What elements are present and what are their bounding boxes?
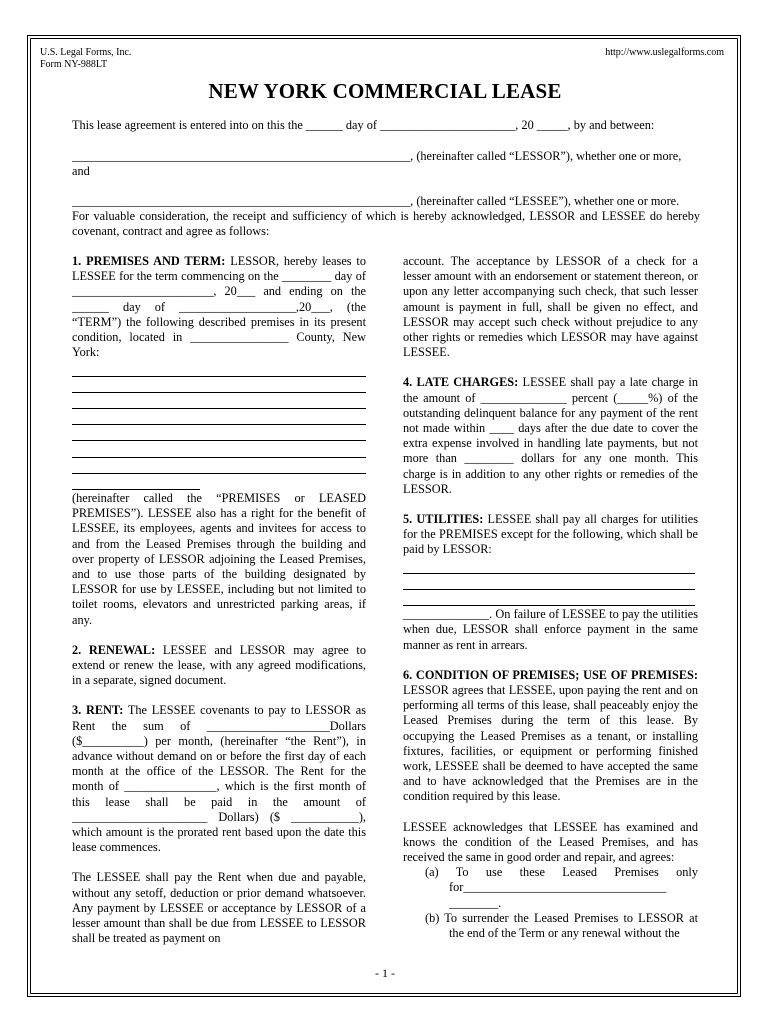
blank-line[interactable] xyxy=(403,575,695,590)
blank-line[interactable] xyxy=(403,559,695,574)
right-column xyxy=(403,254,698,941)
blank-line[interactable] xyxy=(72,459,366,474)
section-1-text: LESSOR, hereby leases to LESSEE for the term commencing on the ________ day of _______________________, 20___ and ending on the ______ day of ___________________,20___, (the “TERM”) the following described premises in its present condition, located in ________________ County, New York: xyxy=(72,254,366,360)
publisher-url[interactable]: http://www.uslegalforms.com xyxy=(605,47,724,58)
section-1 xyxy=(72,254,366,360)
utilities-lines xyxy=(403,559,695,607)
premises-description-lines xyxy=(72,361,366,490)
section-4-heading: 4. LATE CHARGES: xyxy=(403,375,519,390)
document-title: NEW YORK COMMERCIAL LEASE xyxy=(208,79,562,103)
section-5-heading: 5. UTILITIES: xyxy=(403,512,484,527)
blank-line[interactable] xyxy=(72,361,366,376)
blank-line[interactable] xyxy=(403,591,695,606)
and-word: and xyxy=(72,164,90,178)
section-3-text: The LESSEE covenants to pay to LESSOR as Rent the sum of ____________________Dollars ($__________) per month, (hereinafter “the Rent”), in advance without demand on or before the first day of each month at the office of the LESSOR. The Rent for the month of _______________, which is the first month of this lease shall be paid in the amount of ______________________ Dollars) ($ ___________), which amount is the prorated rent based upon the date this lease commences. xyxy=(72,703,366,855)
page-number: - 1 - xyxy=(375,966,395,980)
lessee-line: _______________________________________________________, (hereinafter called “LESSEE”), whether one or more. xyxy=(72,194,680,208)
section-3-heading: 3. RENT: xyxy=(72,703,124,718)
blank-line[interactable] xyxy=(72,475,200,490)
section-1-heading: 1. PREMISES AND TERM: xyxy=(72,254,226,268)
blank-line[interactable] xyxy=(72,378,366,393)
section-6 xyxy=(403,668,698,805)
section-5-text: LESSEE shall pay all charges for utilities for the PREMISES except for the following, which shall be paid by LESSOR: xyxy=(403,512,698,557)
intro-line: This lease agreement is entered into on this the ______ day of ______________________, 20 _____, by and between: xyxy=(72,118,655,132)
section-3 xyxy=(72,703,366,855)
section-6-heading: 6. CONDITION OF PREMISES; USE OF PREMISES: xyxy=(403,667,698,682)
left-column xyxy=(72,254,366,946)
list-item-b: (b) To surrender the Leased Premises to LESSOR at the end of the Term or any renewal without the xyxy=(425,910,698,941)
form-id: Form NY-988LT xyxy=(40,59,108,70)
blank-line[interactable] xyxy=(72,410,366,425)
section-5-continued: ______________. On failure of LESSEE to pay the utilities when due, LESSOR shall enforce payment in the same manner as rent in arrears. xyxy=(403,607,698,652)
list-item-a: (a) To use these Leased Premises only for_________________________________ ________. xyxy=(425,865,698,910)
section-2 xyxy=(72,643,366,689)
section-5 xyxy=(403,512,698,558)
blank-line[interactable] xyxy=(72,426,366,441)
section-3-continued: The LESSEE shall pay the Rent when due and payable, without any setoff, deduction or prior demand whatsoever. Any payment by LESSEE or acceptance by LESSOR of a lesser amount than shall be due from LESSEE to LESSOR shall be treated as payment on xyxy=(72,870,366,946)
publisher-name: U.S. Legal Forms, Inc. xyxy=(40,47,132,58)
section-4 xyxy=(403,375,698,497)
section-4-text: LESSEE shall pay a late charge in the amount of ______________ percent (_____%) of the outstanding delinquent balance for any payment of the rent not made within ____ days after the due date to cover the extra expense involved in handling late payments, but not more than ________ dollars for any one month. This charge is in addition to any other rights or remedies of the LESSOR. xyxy=(403,375,698,496)
section-6-acknowledgement: LESSEE acknowledges that LESSEE has examined and knows the condition of the Leased Premises, and has received the same in good order and repair, and agrees: xyxy=(403,819,698,865)
consideration-clause: For valuable consideration, the receipt and sufficiency of which is hereby acknowledged, LESSOR and LESSEE do hereby covenant, contract and agree as follows: xyxy=(72,209,700,239)
section-2-text: LESSEE and LESSOR may agree to extend or renew the lease, with any agreed modifications, in a separate, signed document. xyxy=(72,642,366,688)
section-6-text: LESSOR agrees that LESSEE, upon paying the rent and on performing all terms of this lease, shall peaceably enjoy the Leased Premises during the term of this lease. By occupying the Leased Premises as a tenant, or installing fixtures, facilities, or equipment or performing finished work, LESSEE shall be deemed to have accepted the same and to have acknowledged that the Premises are in the condition required by this lease. xyxy=(403,683,698,804)
section-2-heading: 2. RENEWAL: xyxy=(72,642,156,657)
lessor-line: _______________________________________________________, (hereinafter called “LESSOR”), whether one or more, xyxy=(72,149,682,163)
blank-line[interactable] xyxy=(72,394,366,409)
blank-line[interactable] xyxy=(72,442,366,457)
section-3-end: account. The acceptance by LESSOR of a check for a lesser amount with an endorsement or statement thereon, or upon any letter accompanying such check, that such lesser amount is payment in full, shall be given no effect, and LESSOR may accept such check without prejudice to any other rights or remedies which LESSOR may have against LESSEE. xyxy=(403,254,698,360)
section-1-continued: (hereinafter called the “PREMISES or LEASED PREMISES”). LESSEE also has a right for the benefit of LESSEE, its employees, agents and invitees for access to and from the Leased Premises through the building and over property of LESSOR adjoining the Leased Premises, and to use those parts of the building designated by LESSOR for use by LESSEE, including but not limited to toilet rooms, elevators and unrestricted parking areas, if any. xyxy=(72,490,366,627)
